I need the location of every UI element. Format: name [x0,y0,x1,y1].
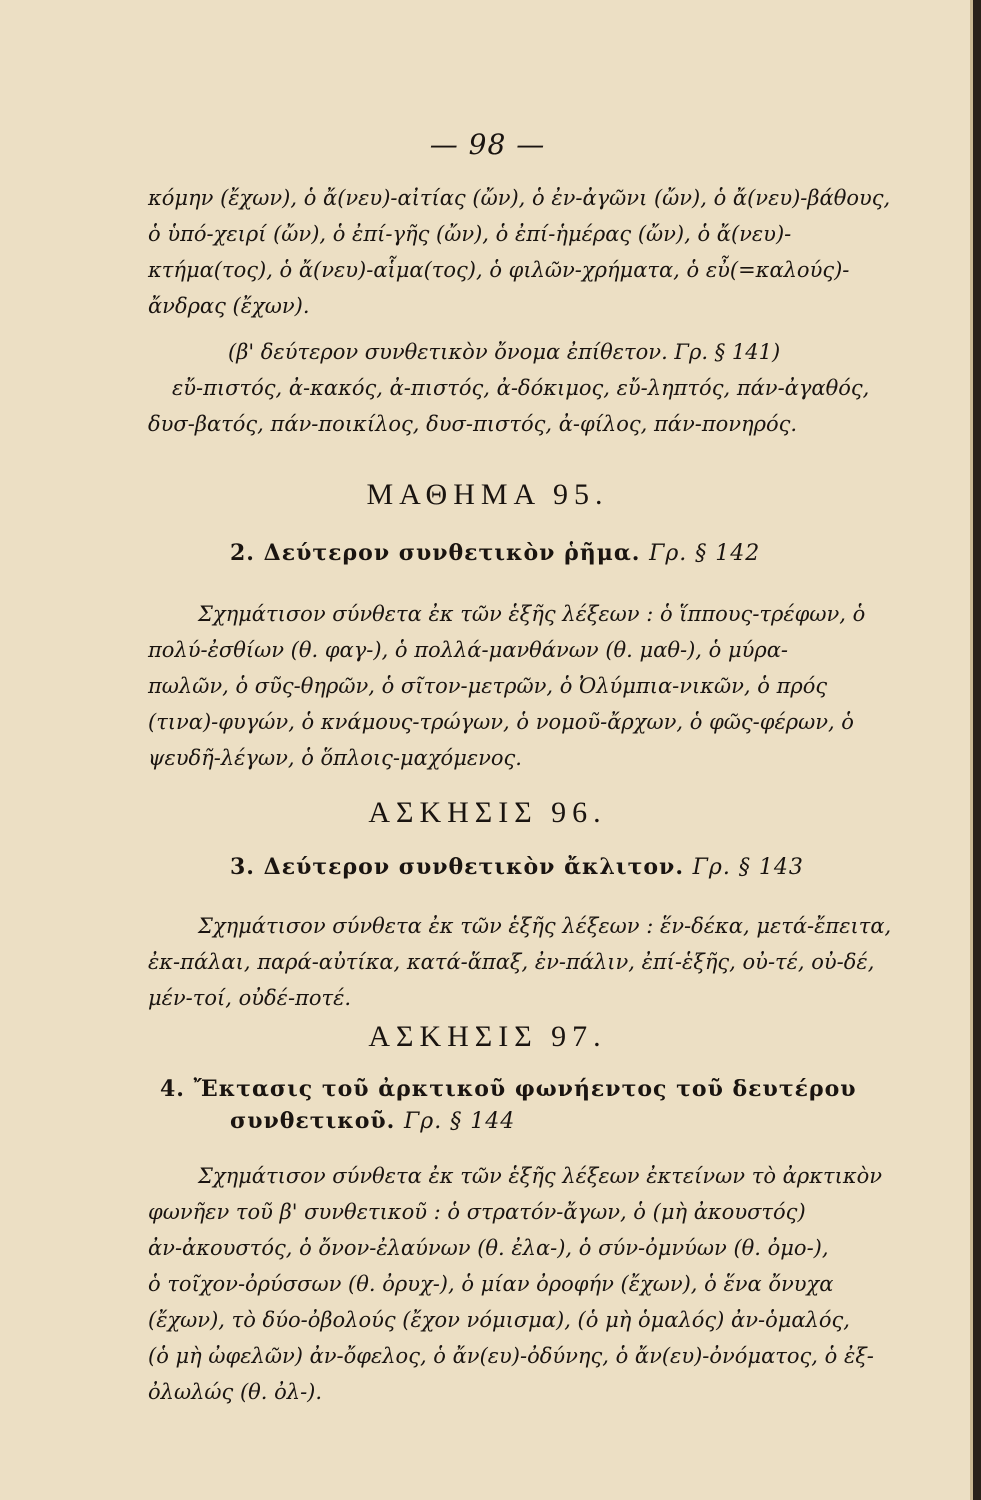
section-heading [160,1076,860,1102]
section-number: 2. [230,540,255,566]
section-ref: Γρ. § 144 [404,1109,516,1134]
text-line: Σχημάτισον σύνθετα ἐκ τῶν ἑξῆς λέξεων ἐκτείνων τὸ ἀρκτικὸν [198,1164,882,1188]
text-line: ψευδῆ-λέγων, ὁ ὅπλοις-μαχόμενος. [148,746,522,770]
section-heading-cont [230,1108,930,1134]
text-line: ὁ τοῖχον-ὀρύσσων (θ. ὀρυχ-), ὁ μίαν ὀροφήν (ἔχων), ὁ ἕνα ὄνυχα [148,1272,834,1296]
paragraph-indeclinable-compounds [148,908,913,1016]
section-title-cont: συνθετικοῦ. [230,1108,396,1134]
section-title: Δεύτερον συνθετικὸν ἄκλιτον. [263,854,684,880]
text-line: Σχημάτισον σύνθετα ἐκ τῶν ἑξῆς λέξεων : ἕν-δέκα, μετά-ἔπειτα, [198,914,892,938]
page-number: — 98 — [429,128,546,161]
section-number: 4. [160,1076,185,1102]
text-line: Σχημάτισον σύνθετα ἐκ τῶν ἑξῆς λέξεων : ὁ ἵππους-τρέφων, ὁ [198,602,866,626]
exercise-heading: ΑΣΚΗΣΙΣ 97. [368,1020,607,1053]
text-line: ἐκ-πάλαι, παρά-αὐτίκα, κατά-ἅπαξ, ἐν-πάλιν, ἐπί-ἑξῆς, οὐ-τέ, οὐ-δέ, [148,950,875,974]
page-edge-shadow [973,0,981,1500]
section-title: Δεύτερον συνθετικὸν ῥῆμα. [263,540,641,566]
text-line: πολύ-ἐσθίων (θ. φαγ-), ὁ πολλά-μανθάνων (θ. μαθ-), ὁ μύρα- [148,638,788,662]
text-line: κόμην (ἔχων), ὁ ἄ(νευ)-αἰτίας (ὤν), ὁ ἐν-ἀγῶνι (ὤν), ὁ ἄ(νευ)-βάθους, [148,186,891,210]
text-line: πωλῶν, ὁ σῦς-θηρῶν, ὁ σῖτον-μετρῶν, ὁ Ὀλύμπια-νικῶν, ὁ πρός [148,674,828,698]
text-line: δυσ-βατός, πάν-ποικίλος, δυσ-πιστός, ἀ-φίλος, πάν-πονηρός. [148,412,798,436]
lesson-heading: ΜΑΘΗΜΑ 95. [366,478,609,511]
paragraph-vowel-lengthening [148,1158,913,1410]
exercise-heading: ΑΣΚΗΣΙΣ 96. [368,796,607,829]
text-line: ἀν-ἀκουστός, ὁ ὄνον-ἐλαύνων (θ. ἐλα-), ὁ σύν-ὀμνύων (θ. ὀμο-), [148,1236,829,1260]
paragraph-adjective-compounds [148,334,913,442]
section-ref: Γρ. § 142 [649,541,761,566]
text-line: εὔ-πιστός, ἀ-κακός, ἀ-πιστός, ἀ-δόκιμος, εὔ-ληπτός, πάν-ἀγαθός, [172,376,870,400]
text-line: ὁ ὑπό-χειρί (ὤν), ὁ ἐπί-γῆς (ὤν), ὁ ἐπί-ἡμέρας (ὤν), ὁ ἄ(νευ)- [148,222,792,246]
text-line: φωνῆεν τοῦ β' συνθετικοῦ : ὁ στρατόν-ἄγων, ὁ (μὴ ἀκουστός) [148,1200,806,1224]
section-heading [230,854,930,880]
text-line: μέν-τοί, οὐδέ-ποτέ. [148,986,352,1010]
text-line: κτήμα(τος), ὁ ἄ(νευ)-αἷμα(τος), ὁ φιλῶν-χρήματα, ὁ εὖ(=καλούς)- [148,258,850,282]
paragraph-verb-compounds [148,596,913,776]
section-ref: Γρ. § 143 [692,855,804,880]
text-line: (τινα)-φυγών, ὁ κνάμους-τρώγων, ὁ νομοῦ-ἄρχων, ὁ φῶς-φέρων, ὁ [148,710,854,734]
text-line: ὀλωλώς (θ. ὀλ-). [148,1380,323,1404]
text-line: ἄνδρας (ἔχων). [148,294,310,318]
text-line: (β' δεύτερον συνθετικὸν ὄνομα ἐπίθετον. Γρ. § 141) [228,340,781,364]
text-line: (ἔχων), τὸ δύο-ὀβολούς (ἔχον νόμισμα), (ὁ μὴ ὁμαλός) ἀν-ὁμαλός, [148,1308,850,1332]
paragraph-compound-examples [148,180,913,324]
text-line: (ὁ μὴ ὠφελῶν) ἀν-ὄφελος, ὁ ἄν(ευ)-ὀδύνης, ὁ ἄν(ευ)-ὀνόματος, ὁ ἐξ- [148,1344,874,1368]
section-number: 3. [230,854,255,880]
section-title: Ἔκτασις τοῦ ἀρκτικοῦ φωνήεντος τοῦ δευτέρου [193,1076,857,1102]
section-heading [230,540,930,566]
